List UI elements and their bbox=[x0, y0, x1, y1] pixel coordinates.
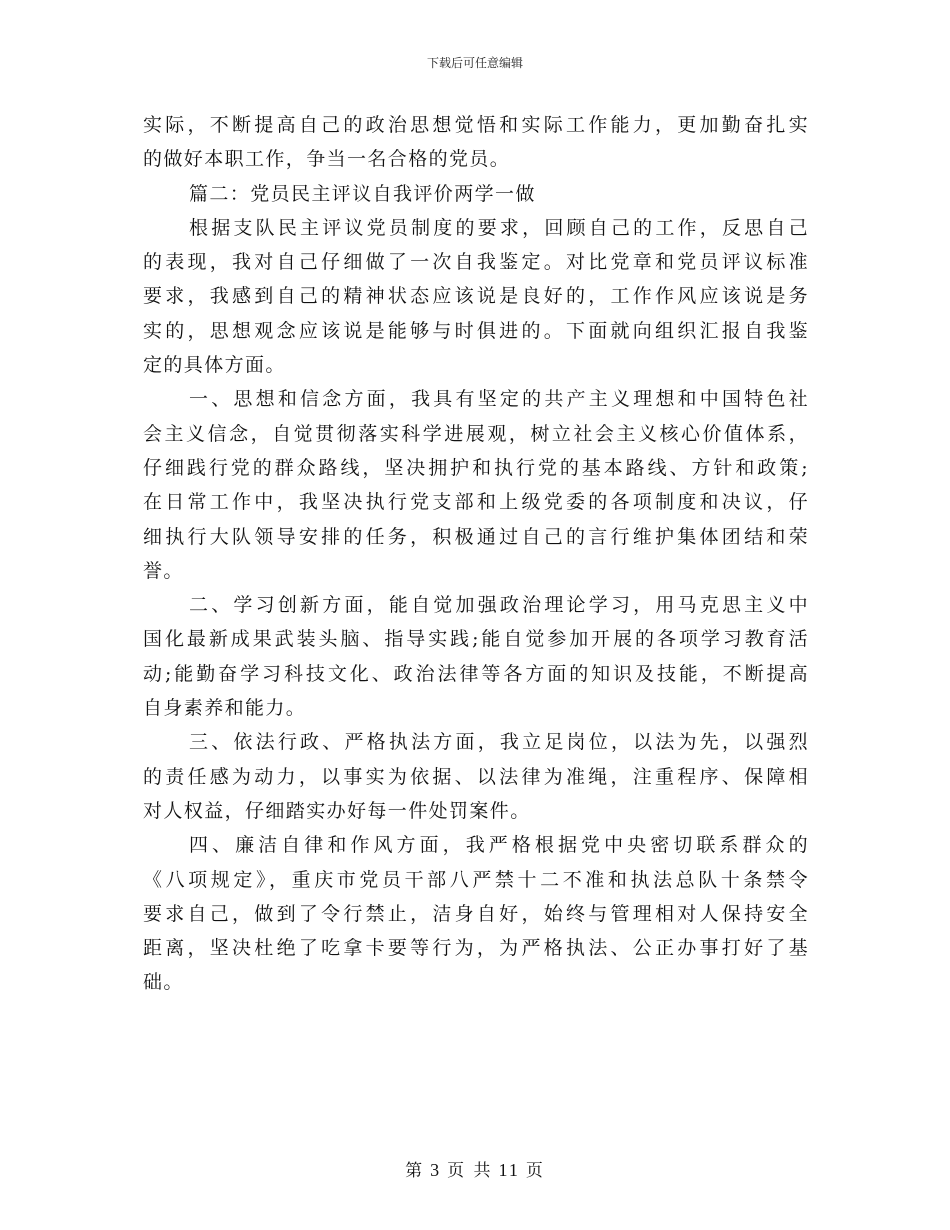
text-line: 的责任感为动力，以事实为依据、以法律为准绳，注重程序、保障相 bbox=[143, 765, 809, 788]
text-line: 会主义信念，自觉贯彻落实科学进展观，树立社会主义核心价值体系， bbox=[143, 422, 809, 445]
text-line: 三、依法行政、严格执法方面，我立足岗位，以法为先，以强烈 bbox=[189, 731, 809, 754]
text-line: 的表现，我对自己仔细做了一次自我鉴定。对比党章和党员评议标准 bbox=[143, 251, 809, 274]
footer-middle: 页 共 bbox=[447, 1161, 493, 1181]
text-line: 定的具体方面。 bbox=[143, 354, 286, 377]
document-body bbox=[143, 108, 809, 1000]
footer-prefix: 第 bbox=[405, 1161, 425, 1181]
text-line: 《八项规定》，重庆市党员干部八严禁十二不准和执法总队十条禁令 bbox=[143, 868, 809, 891]
text-line: 距离，坚决杜绝了吃拿卡要等行为，为严格执法、公正办事打好了基 bbox=[143, 937, 809, 960]
text-line: 一、思想和信念方面，我具有坚定的共产主义理想和中国特色社 bbox=[189, 388, 809, 411]
text-line: 四、廉洁自律和作风方面，我严格根据党中央密切联系群众的 bbox=[189, 834, 809, 857]
page-header: 下载后可任意编辑 bbox=[426, 56, 523, 70]
footer-total-pages: 11 bbox=[498, 1160, 520, 1180]
text-line: 实际，不断提高自己的政治思想觉悟和实际工作能力，更加勤奋扎实 bbox=[143, 114, 809, 136]
text-line: 动;能勤奋学习科技文化、政治法律等各方面的知识及技能，不断提高 bbox=[143, 662, 809, 685]
text-line: 二、学习创新方面，能自觉加强政治理论学习，用马克思主义中 bbox=[189, 594, 809, 617]
footer-suffix: 页 bbox=[525, 1161, 545, 1181]
footer-page-number: 3 bbox=[430, 1160, 442, 1180]
text-line: 对人权益，仔细踏实办好每一件处罚案件。 bbox=[143, 799, 531, 822]
text-line: 国化最新成果武装头脑、指导实践;能自觉参加开展的各项学习教育活 bbox=[143, 628, 809, 651]
text-line: 要求自己，做到了令行禁止，洁身自好，始终与管理相对人保持安全 bbox=[143, 902, 809, 925]
text-line: 篇二：党员民主评议自我评价两学一做 bbox=[189, 182, 536, 205]
text-line: 要求，我感到自己的精神状态应该说是良好的，工作作风应该说是务 bbox=[143, 285, 809, 308]
text-line: 的做好本职工作，争当一名合格的党员。 bbox=[143, 148, 511, 171]
text-line: 实的，思想观念应该说是能够与时俱进的。下面就向组织汇报自我鉴 bbox=[143, 319, 809, 342]
text-line: 础。 bbox=[143, 971, 184, 994]
page-footer bbox=[0, 1156, 950, 1181]
text-line: 根据支队民主评议党员制度的要求，回顾自己的工作，反思自己 bbox=[189, 216, 809, 239]
text-line: 自身素养和能力。 bbox=[143, 697, 307, 720]
text-line: 在日常工作中，我坚决执行党支部和上级党委的各项制度和决议，仔 bbox=[143, 491, 809, 514]
text-line: 仔细践行党的群众路线，坚决拥护和执行党的基本路线、方针和政策; bbox=[143, 456, 809, 479]
text-line: 细执行大队领导安排的任务，积极通过自己的言行维护集体团结和荣 bbox=[143, 525, 809, 548]
text-line: 誉。 bbox=[143, 559, 184, 582]
